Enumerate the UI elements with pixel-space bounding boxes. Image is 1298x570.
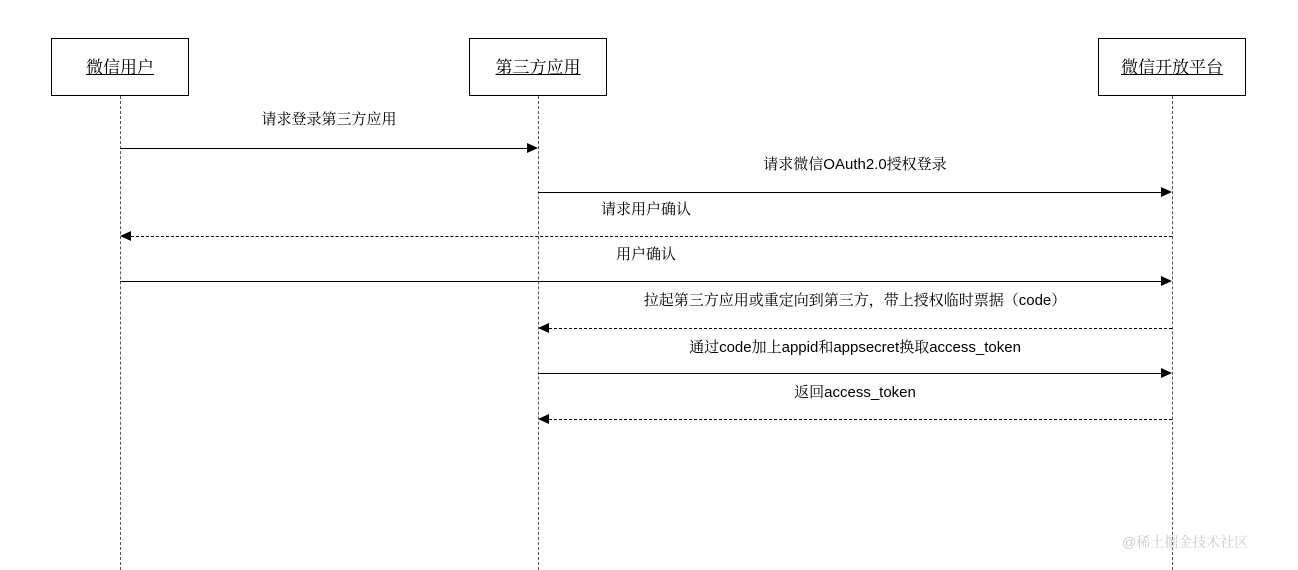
actor-label-platform: 微信开放平台 [1121,57,1223,77]
arrow-head-icon-2 [1161,187,1172,197]
arrow-head-icon-5 [538,323,549,333]
message-line-3 [131,236,1172,237]
message-label-7: 返回access_token [794,384,916,401]
actor-label-user: 微信用户 [86,57,154,77]
message-line-7 [549,419,1172,420]
message-label-5: 拉起第三方应用或重定向到第三方，带上授权临时票据（code） [643,292,1067,309]
message-label-2: 请求微信OAuth2.0授权登录 [763,156,947,173]
arrow-head-icon-4 [1161,276,1172,286]
message-line-1 [120,148,527,149]
arrow-head-icon-3 [120,231,131,241]
lifeline-thirdparty [538,96,539,570]
lifeline-user [120,96,121,570]
actor-box-user [51,38,189,96]
message-line-6 [538,373,1161,374]
actor-box-platform [1098,38,1246,96]
message-line-5 [549,328,1172,329]
message-label-1: 请求登录第三方应用 [261,111,397,128]
message-label-3: 请求用户确认 [600,201,692,218]
arrow-head-icon-7 [538,414,549,424]
message-line-2 [538,192,1161,193]
actor-box-thirdparty [469,38,607,96]
arrow-head-icon-1 [527,143,538,153]
message-line-4 [120,281,1161,282]
message-label-4: 用户确认 [615,246,677,263]
arrow-head-icon-6 [1161,368,1172,378]
lifeline-platform [1172,96,1173,570]
message-label-6: 通过code加上appid和appsecret换取access_token [689,339,1021,356]
watermark: @稀土掘金技术社区 [1122,534,1249,550]
actor-label-thirdparty: 第三方应用 [495,57,581,77]
